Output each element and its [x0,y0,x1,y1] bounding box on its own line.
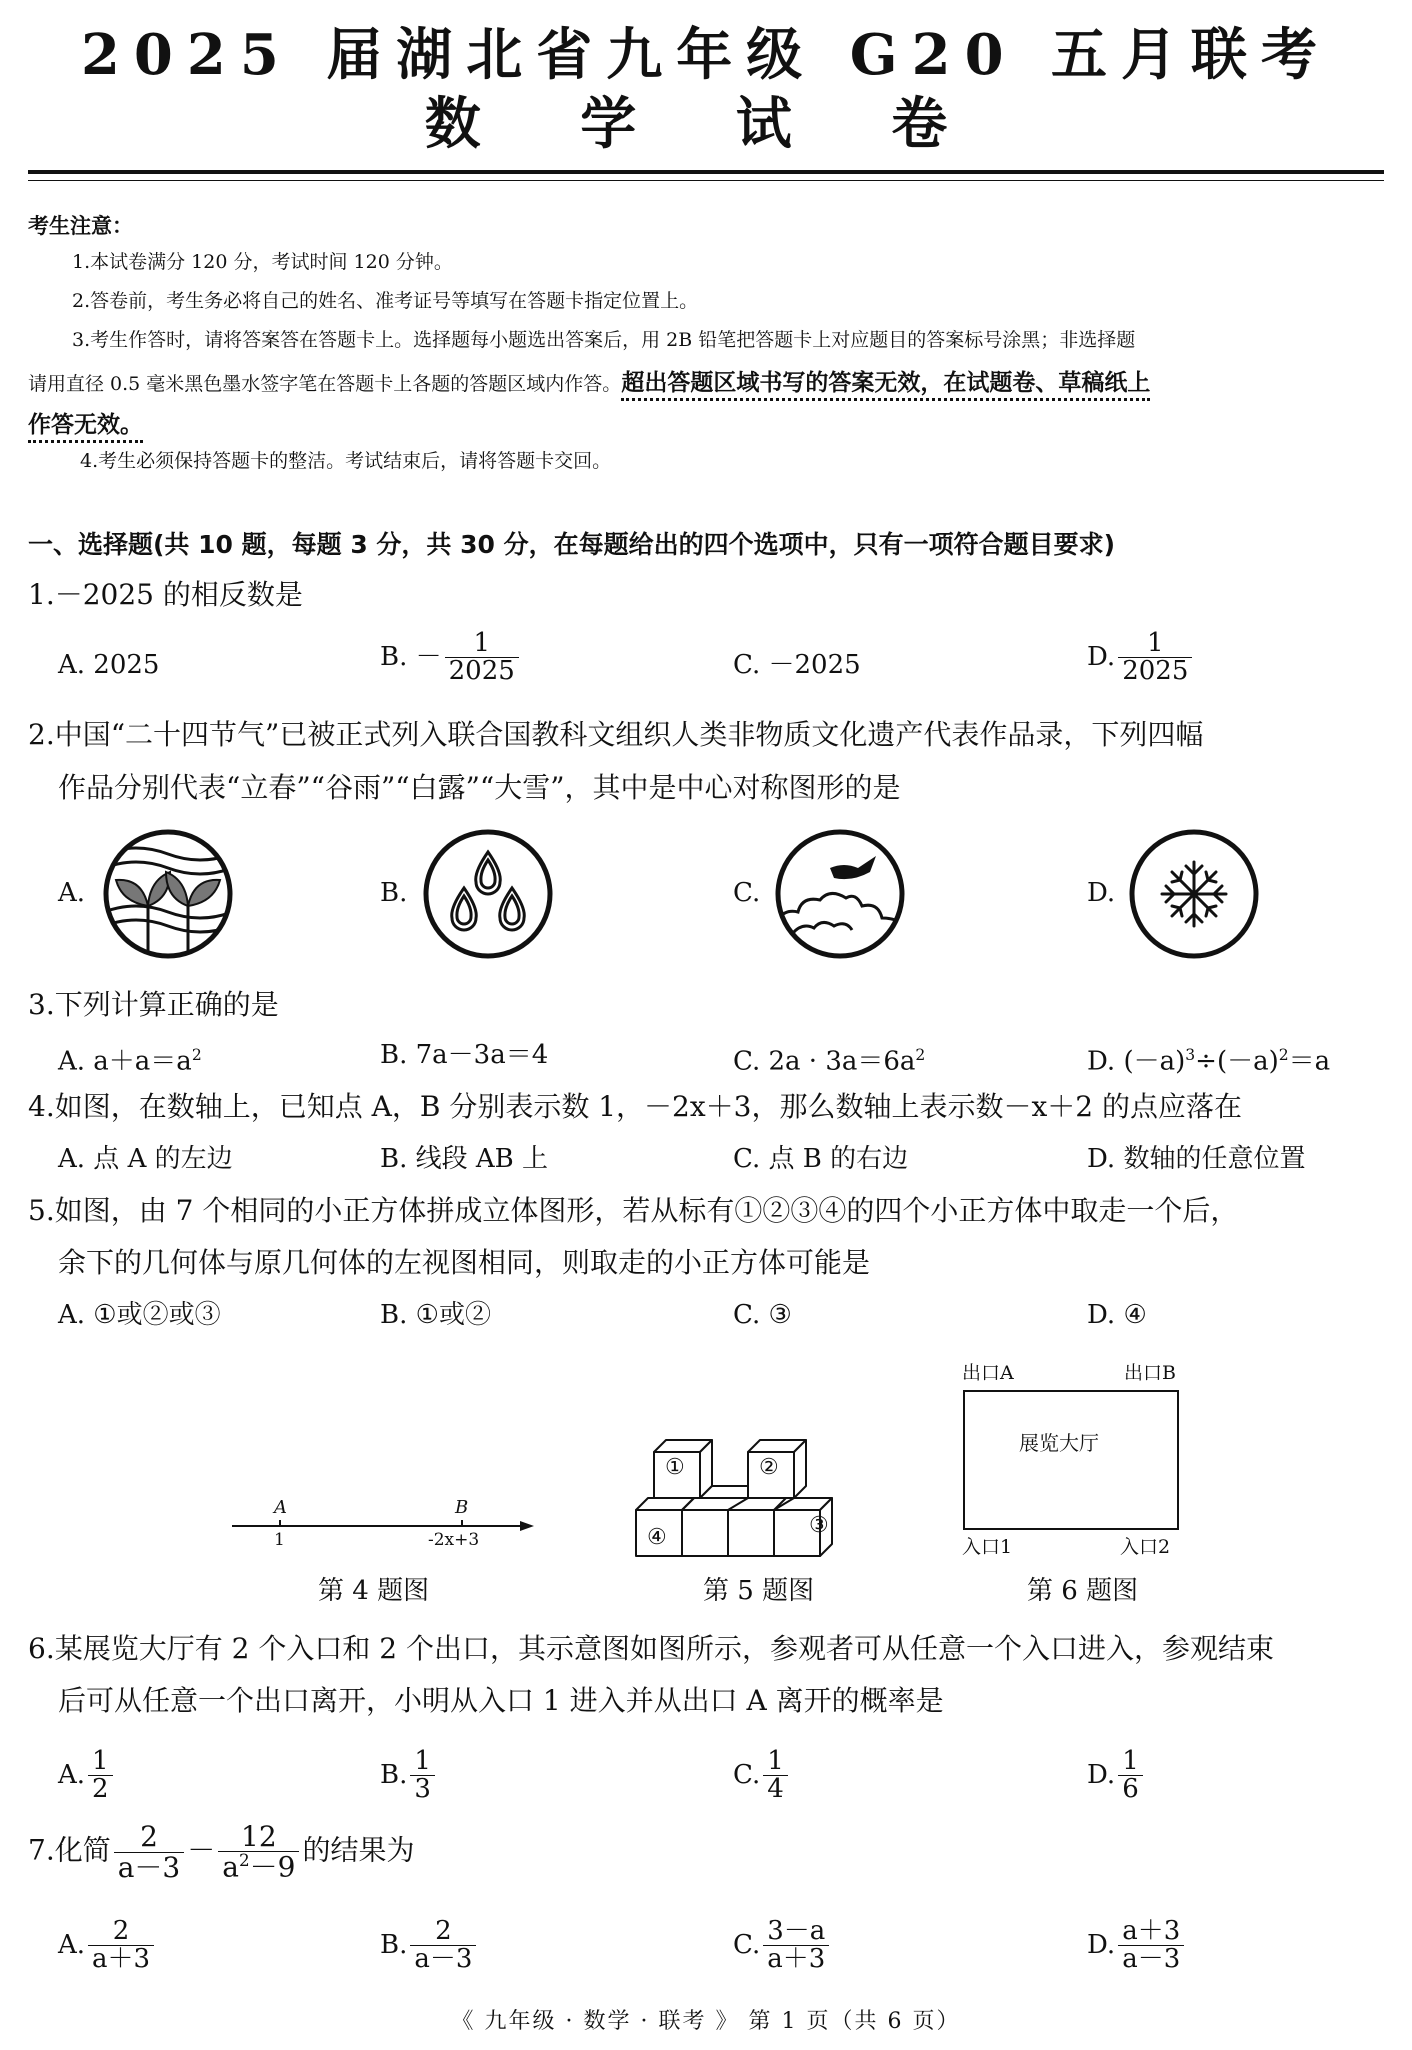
q7-stem-suffix: 的结果为 [302,1833,415,1867]
entry-1-label: 入口1 [962,1536,1013,1558]
fraction-numerator: 1 [1118,1748,1143,1776]
spring-begins-emblem-icon [100,826,236,962]
fraction-denominator: 2025 [1122,656,1189,687]
q7-option-b [380,1918,479,1974]
q2-option-c-label: C. [733,878,761,908]
cube-1-label: ① [665,1455,685,1480]
q7-option-c-fraction [763,1918,829,1974]
figure-4-caption: 第 4 题图 [318,1576,430,1606]
exponent: 2 [238,1850,250,1871]
fraction-denominator: 2 [92,1774,109,1805]
exit-b-label: 出口B [1124,1362,1176,1384]
fraction-denominator: a－3 [414,1944,473,1975]
section-heading: 一、选择题(共 10 题，每题 3 分，共 30 分，在每题给出的四个选项中，只有一项符合题目要求) [28,530,1116,559]
point-a-label: A [274,1497,287,1518]
notice-emphasis-1: 超出答题区域书写的答案无效，在试题卷、草稿纸上 [621,370,1150,401]
q3-option-d [1087,1038,1330,1079]
notice-item-3a: 3.考生作答时，请将答案答在答题卡上。选择题每小题选出答案后，用 2B 铅笔把答题卡上对应题目的答案标号涂黑；非选择题 [72,329,1136,351]
fraction-numerator: 2 [88,1918,154,1946]
q6-option-a-label: A. [58,1759,86,1790]
fraction-numerator: 1 [1118,630,1192,658]
notice-item-3b-line [28,364,1150,397]
header-rule-thin [28,180,1384,181]
header-rule-thick [28,170,1384,174]
fraction-numerator: 2 [410,1918,476,1946]
q3-option-d-part-2: ÷(－a) [1195,1046,1279,1077]
fraction-denominator: a＋3 [767,1944,826,1975]
cube-4-label: ④ [647,1525,667,1550]
q7-stem [28,1822,414,1882]
exit-a-label: 出口A [962,1362,1014,1384]
q7-option-d [1087,1918,1187,1974]
notice-item-1: 1.本试卷满分 120 分，考试时间 120 分钟。 [72,251,453,273]
exponent: 2 [1278,1046,1289,1064]
q1-option-b-label: B. － [380,641,442,672]
q5-line-1: 5.如图，由 7 个相同的小正方体拼成立体图形，若从标有①②③④的四个小正方体中取走一个后， [28,1194,1239,1227]
q4-option-c: C. 点 B 的右边 [733,1144,909,1174]
white-dew-emblem-icon [772,826,908,962]
q6-line-2: 后可从任意一个出口离开，小明从入口 1 进入并从出口 A 离开的概率是 [58,1684,944,1717]
q7-option-d-label: D. [1087,1929,1116,1960]
cube-3-label: ③ [809,1513,829,1538]
q3-option-c [733,1038,925,1079]
q5-option-d: D. ④ [1087,1300,1147,1330]
exponent: 2 [915,1046,926,1064]
fraction-numerator: 2 [114,1822,185,1852]
q5-option-a: A. ①或②或③ [58,1300,221,1330]
fraction-denominator: 4 [767,1774,784,1805]
q1-stem: 1.－2025 的相反数是 [28,578,303,611]
q2-line-2: 作品分别代表“立春”“谷雨”“白露”“大雪”，其中是中心对称图形的是 [58,771,901,804]
q1-option-d-label: D. [1087,641,1116,672]
fraction-numerator: 1 [88,1748,113,1776]
q7-option-c [733,1918,832,1974]
q6-option-c-label: C. [733,1759,761,1790]
q5-line-2: 余下的几何体与原几何体的左视图相同，则取走的小正方体可能是 [58,1246,871,1279]
notice-heading: 考生注意： [28,214,133,238]
q5-option-c: C. ③ [733,1300,792,1330]
q6-option-b-label: B. [380,1759,408,1790]
q3-option-d-part-3: ＝a [1288,1046,1331,1077]
exponent: 3 [1185,1046,1196,1064]
q6-line-1: 6.某展览大厅有 2 个入口和 2 个出口，其示意图如图所示，参观者可从任意一个入口进入，参观结束 [28,1632,1274,1665]
major-snow-emblem-icon [1126,826,1262,962]
fraction-numerator: a＋3 [1118,1918,1184,1946]
fraction-numerator: 3－a [763,1918,829,1946]
q6-option-d [1087,1748,1146,1804]
fraction-numerator: 1 [410,1748,435,1776]
q6-option-b-fraction [410,1748,435,1804]
q1-option-a: A. 2025 [58,650,160,680]
q7-option-a [58,1918,157,1974]
q4-stem: 4.如图，在数轴上，已知点 A，B 分别表示数 1，－2x＋3，那么数轴上表示数－x＋2 的点应落在 [28,1090,1242,1123]
notice-item-3b: 请用直径 0.5 毫米黑色墨水签字笔在答题卡上各题的答题区域内作答。 [28,373,622,395]
q6-option-d-label: D. [1087,1759,1116,1790]
hall-label: 展览大厅 [1019,1431,1099,1455]
point-b-value: -2x+3 [428,1530,480,1550]
q7-option-b-fraction [410,1918,476,1974]
q4-option-b: B. 线段 AB 上 [380,1144,549,1174]
q3-option-c-text: C. 2a · 3a＝6a [733,1046,916,1077]
notice-emphasis-2 [28,406,143,439]
fraction-denominator: 6 [1122,1774,1139,1805]
exponent: 2 [191,1046,202,1064]
q7-fraction-2 [218,1822,299,1882]
q6-option-a [58,1748,116,1804]
q7-fraction-1 [114,1822,185,1882]
q3-option-a [58,1038,202,1079]
q5-option-b: B. ①或② [380,1300,491,1330]
q1-option-d-fraction [1118,630,1192,686]
page-footer: 《 九年级 · 数学 · 联考 》 第 1 页（共 6 页） [451,2009,961,2034]
exam-subtitle: 数 学 试 卷 [424,92,988,157]
hall-rectangle [963,1390,1179,1530]
q2-line-1: 2.中国“二十四节气”已被正式列入联合国教科文组织人类非物质文化遗产代表作品录，下列四幅 [28,718,1204,751]
q2-option-d-label: D. [1087,878,1116,908]
exam-title: 2025 届湖北省九年级 G20 五月联考 [80,22,1332,88]
q2-option-b-label: B. [380,878,408,908]
denominator-base: a [222,1850,239,1884]
q3-stem: 3.下列计算正确的是 [28,988,279,1021]
fraction-denominator [218,1852,299,1882]
q6-option-b [380,1748,438,1804]
fraction-numerator: 1 [763,1748,788,1776]
q3-option-d-part-1: D. (－a) [1087,1046,1186,1077]
q4-option-d: D. 数轴的任意位置 [1087,1144,1306,1174]
figure-5-caption: 第 5 题图 [703,1576,815,1606]
q1-option-b [380,630,522,686]
q6-option-d-fraction [1118,1748,1143,1804]
fraction-denominator: a－3 [1122,1944,1181,1975]
minus-sign: － [187,1833,216,1867]
q2-option-a-label: A. [58,878,86,908]
q6-option-a-fraction [88,1748,113,1804]
q1-option-c: C. －2025 [733,650,861,680]
point-b-label: B [455,1497,469,1518]
fraction-denominator: 3 [414,1774,431,1805]
fraction-numerator: 1 [445,630,519,658]
q6-option-c-fraction [763,1748,788,1804]
q7-option-d-fraction [1118,1918,1184,1974]
fraction-denominator: 2025 [448,656,515,687]
fraction-denominator: a＋3 [92,1944,151,1975]
q7-option-b-label: B. [380,1929,408,1960]
point-a-value: 1 [274,1530,285,1550]
entry-2-label: 入口2 [1120,1536,1171,1558]
q1-option-d [1087,630,1195,686]
q3-option-a-text: A. a＋a＝a [58,1046,192,1077]
fraction-numerator: 12 [218,1822,299,1852]
notice-item-4: 4.考生必须保持答题卡的整洁。考试结束后，请将答题卡交回。 [80,450,612,472]
q1-option-b-fraction [445,630,519,686]
q7-option-a-label: A. [58,1929,86,1960]
q3-option-b: B. 7a－3a＝4 [380,1040,549,1070]
notice-emphasis-2-text: 作答无效。 [28,412,143,443]
fraction-denominator: a－3 [117,1850,181,1884]
cube-2-label: ② [759,1455,779,1480]
figure-6-caption: 第 6 题图 [1027,1576,1139,1606]
q4-option-a: A. 点 A 的左边 [58,1144,233,1174]
q7-stem-prefix: 7.化简 [28,1833,111,1867]
grain-rain-emblem-icon [420,826,556,962]
q7-option-c-label: C. [733,1929,761,1960]
denominator-rest: －9 [249,1850,296,1884]
q7-option-a-fraction [88,1918,154,1974]
q6-option-c [733,1748,791,1804]
notice-item-2: 2.答卷前，考生务必将自己的姓名、准考证号等填写在答题卡指定位置上。 [72,290,699,312]
